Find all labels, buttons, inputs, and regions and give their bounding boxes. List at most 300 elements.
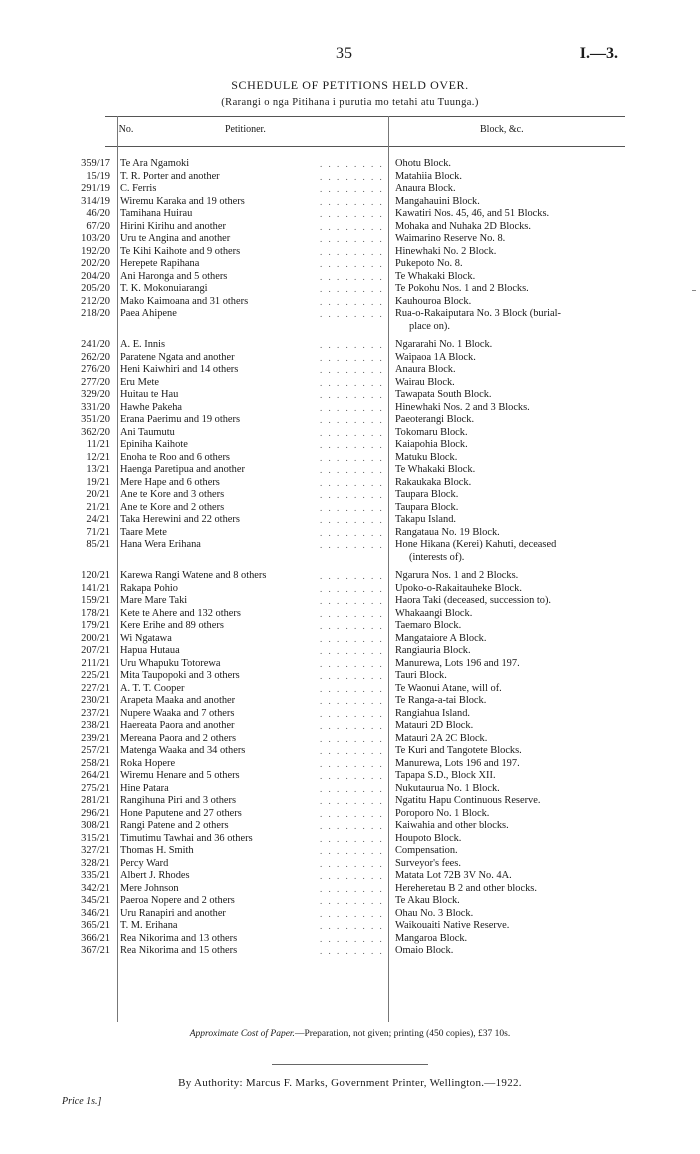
petitioner-name: Haereata Paora and another bbox=[120, 720, 235, 731]
table-row bbox=[0, 820, 700, 833]
petition-number: 237/21 bbox=[81, 707, 110, 719]
table-row bbox=[0, 683, 700, 696]
block-description bbox=[395, 908, 640, 921]
table-row bbox=[0, 171, 700, 184]
petition-number: 275/21 bbox=[81, 782, 110, 794]
petition-number: 227/21 bbox=[81, 682, 110, 694]
petition-number: 346/21 bbox=[81, 907, 110, 919]
table-row bbox=[0, 570, 700, 583]
table-row bbox=[0, 708, 700, 721]
table-row bbox=[0, 271, 700, 284]
block-description bbox=[395, 658, 640, 671]
petitioner-name: Hine Patara bbox=[120, 782, 169, 794]
block-text: Tokomaru Block. bbox=[395, 426, 468, 438]
petition-number: 308/21 bbox=[81, 820, 110, 831]
petition-number: 71/21 bbox=[86, 526, 110, 538]
petitioner-name: Uru Ranapiri and another bbox=[120, 907, 226, 919]
petitioner-name: Thomas H. Smith bbox=[120, 845, 194, 856]
block-text-continuation: place on). bbox=[409, 320, 450, 332]
petitioner-name: Te Kihi Kaihote and 9 others bbox=[120, 245, 241, 257]
schedule-subtitle: (Rarangi o nga Pitihana i purutia mo tetahi atu Tuunga.) bbox=[221, 97, 479, 108]
block-text: Matahiia Block. bbox=[395, 170, 462, 182]
block-text: Waimarino Reserve No. 8. bbox=[395, 233, 506, 244]
petitioner-name: Hapua Hutaua bbox=[120, 645, 180, 656]
table-row bbox=[0, 783, 700, 796]
table-row bbox=[0, 158, 700, 171]
block-description bbox=[395, 608, 640, 621]
petitioner-name: Rangi Patene and 2 others bbox=[120, 820, 229, 831]
block-description bbox=[395, 427, 640, 440]
petitioner-name: Paea Ahipene bbox=[120, 308, 177, 319]
table-row bbox=[0, 464, 700, 477]
petitioner-name: Mako Kaimoana and 31 others bbox=[120, 295, 249, 307]
block-text: Matauri 2D Block. bbox=[395, 720, 474, 731]
block-text: Ngarura Nos. 1 and 2 Blocks. bbox=[395, 570, 519, 581]
block-description bbox=[395, 583, 640, 596]
block-description bbox=[395, 920, 640, 933]
block-text: Hinewhaki No. 2 Block. bbox=[395, 245, 497, 257]
petition-number: 13/21 bbox=[86, 464, 110, 475]
block-text: Mangaroa Block. bbox=[395, 932, 468, 944]
petition-number: 277/20 bbox=[81, 376, 110, 388]
table-row bbox=[0, 795, 700, 808]
block-text: Te Kuri and Tangotete Blocks. bbox=[395, 745, 522, 756]
block-text: Kaiwahia and other blocks. bbox=[395, 820, 509, 831]
block-description bbox=[395, 339, 640, 352]
block-description bbox=[395, 883, 640, 896]
table-row bbox=[0, 945, 700, 958]
block-text: Manurewa, Lots 196 and 197. bbox=[395, 657, 520, 669]
leader-dots: . . . . . . . . bbox=[320, 390, 384, 400]
petition-number: 20/21 bbox=[86, 489, 110, 500]
block-description bbox=[395, 820, 640, 833]
block-text: Ohotu Block. bbox=[395, 158, 451, 169]
table-row bbox=[0, 439, 700, 452]
cost-label: Approximate Cost of Paper. bbox=[189, 1029, 295, 1039]
block-description bbox=[395, 464, 640, 477]
block-text: Anaura Block. bbox=[395, 183, 456, 194]
leader-dots: . . . . . . . . bbox=[320, 783, 384, 794]
block-description bbox=[395, 271, 640, 284]
block-description bbox=[395, 783, 640, 796]
block-description bbox=[395, 183, 640, 196]
leader-dots: . . . . . . . . bbox=[320, 846, 384, 856]
petitioner-name: Heni Kaiwhiri and 14 others bbox=[120, 364, 239, 375]
leader-dots: . . . . . . . . bbox=[320, 871, 384, 881]
petitioner-name: A. E. Innis bbox=[120, 339, 166, 350]
block-description bbox=[395, 221, 640, 234]
leader-dots: . . . . . . . . bbox=[320, 633, 384, 644]
block-description bbox=[395, 733, 640, 746]
block-text: Te Waonui Atane, will of. bbox=[395, 682, 502, 694]
table-row bbox=[0, 477, 700, 490]
block-text: Ngatitu Hapu Continuous Reserve. bbox=[395, 795, 541, 806]
table-row bbox=[0, 620, 700, 633]
petitioner-name: Erana Paerimu and 19 others bbox=[120, 414, 241, 425]
leader-dots: . . . . . . . . bbox=[320, 296, 384, 307]
block-text: Matauri 2A 2C Block. bbox=[395, 732, 488, 744]
petitioner-name: Ane te Kore and 3 others bbox=[120, 489, 225, 500]
leader-dots: . . . . . . . . bbox=[320, 671, 384, 681]
petition-number: 262/20 bbox=[81, 351, 110, 363]
petitioner-name: Taka Herewini and 22 others bbox=[120, 514, 240, 525]
block-text: Matuku Block. bbox=[395, 451, 458, 463]
petition-number: 257/21 bbox=[81, 745, 110, 756]
block-text: Poroporo No. 1 Block. bbox=[395, 807, 490, 819]
leader-dots: . . . . . . . . bbox=[320, 821, 384, 831]
printer-authority: By Authority: Marcus F. Marks, Government Printer, Wellington.—1922. bbox=[178, 1077, 522, 1089]
block-description bbox=[395, 233, 640, 246]
leader-dots: . . . . . . . . bbox=[320, 833, 384, 844]
petitioner-name: Taare Mete bbox=[120, 526, 167, 538]
block-text: Taemaro Block. bbox=[395, 620, 462, 631]
leader-dots: . . . . . . . . bbox=[320, 221, 384, 232]
petition-number: 264/21 bbox=[81, 770, 110, 781]
block-description bbox=[395, 527, 640, 540]
table-row bbox=[0, 389, 700, 402]
petitioner-name: T. M. Erihana bbox=[120, 920, 178, 931]
petition-number: 11/21 bbox=[86, 439, 110, 450]
petition-number: 329/20 bbox=[81, 389, 110, 400]
block-text: Omaio Block. bbox=[395, 945, 454, 956]
block-text: Takapu Island. bbox=[395, 514, 457, 525]
table-row bbox=[0, 895, 700, 908]
block-text: Te Pokohu Nos. 1 and 2 Blocks. bbox=[395, 283, 529, 294]
petition-number: 238/21 bbox=[81, 720, 110, 731]
table-row bbox=[0, 745, 700, 758]
leader-dots: . . . . . . . . bbox=[320, 452, 384, 463]
block-text: Waipaoa 1A Block. bbox=[395, 351, 476, 363]
block-description bbox=[395, 296, 640, 309]
leader-dots: . . . . . . . . bbox=[320, 621, 384, 631]
petitioner-name: Albert J. Rhodes bbox=[120, 870, 190, 881]
margin-mark bbox=[692, 290, 696, 291]
petition-number: 258/21 bbox=[81, 757, 110, 769]
block-text: Waikouaiti Native Reserve. bbox=[395, 920, 510, 931]
petition-number: 314/19 bbox=[81, 195, 110, 207]
leader-dots: . . . . . . . . bbox=[320, 608, 384, 619]
leader-dots: . . . . . . . . bbox=[320, 583, 384, 594]
table-row bbox=[0, 221, 700, 234]
petitioner-name: T. R. Porter and another bbox=[120, 170, 220, 182]
petitioner-name: Rakapa Pohio bbox=[120, 582, 179, 594]
petition-number: 85/21 bbox=[86, 539, 110, 550]
petition-number: 218/20 bbox=[81, 308, 110, 319]
leader-dots: . . . . . . . . bbox=[320, 721, 384, 731]
table-row bbox=[0, 758, 700, 771]
block-description bbox=[395, 171, 640, 184]
block-description bbox=[395, 502, 640, 515]
block-description bbox=[395, 246, 640, 259]
petition-number: 192/20 bbox=[81, 245, 110, 257]
petitioner-name: Paeroa Nopere and 2 others bbox=[120, 895, 235, 906]
table-row bbox=[0, 670, 700, 683]
petitioner-name: Mere Johnson bbox=[120, 882, 179, 894]
petition-number: 365/21 bbox=[81, 920, 110, 931]
block-text: Manurewa, Lots 196 and 197. bbox=[395, 757, 520, 769]
petition-number: 230/21 bbox=[81, 695, 110, 706]
petition-number: 225/21 bbox=[81, 670, 110, 681]
petitioner-name: A. T. T. Cooper bbox=[120, 682, 185, 694]
block-text: Mangahauini Block. bbox=[395, 195, 480, 207]
leader-dots: . . . . . . . . bbox=[320, 284, 384, 294]
leader-dots: . . . . . . . . bbox=[320, 596, 384, 606]
leader-dots: . . . . . . . . bbox=[320, 196, 384, 207]
leader-dots: . . . . . . . . bbox=[320, 758, 384, 769]
block-text: Te Akau Block. bbox=[395, 895, 460, 906]
leader-dots: . . . . . . . . bbox=[320, 883, 384, 894]
header-bottom-rule bbox=[105, 146, 625, 147]
leader-dots: . . . . . . . . bbox=[320, 502, 384, 513]
block-description bbox=[395, 570, 640, 583]
petition-number: 141/21 bbox=[81, 582, 110, 594]
block-description bbox=[395, 352, 640, 365]
table-row bbox=[0, 183, 700, 196]
petitioner-name: Rangihuna Piri and 3 others bbox=[120, 795, 237, 806]
block-text: Upoko-o-Rakaitauheke Block. bbox=[395, 582, 522, 594]
block-description bbox=[395, 308, 640, 333]
petition-number: 315/21 bbox=[81, 832, 110, 844]
table-row bbox=[0, 196, 700, 209]
block-text: Matata Lot 72B 3V No. 4A. bbox=[395, 870, 512, 881]
table-top-rule bbox=[105, 116, 625, 117]
leader-dots: . . . . . . . . bbox=[320, 271, 384, 282]
petition-number: 281/21 bbox=[81, 795, 110, 806]
table-row bbox=[0, 608, 700, 621]
table-row bbox=[0, 514, 700, 527]
leader-dots: . . . . . . . . bbox=[320, 908, 384, 919]
petition-number: 67/20 bbox=[86, 220, 110, 232]
petitioner-name: Hawhe Pakeha bbox=[120, 401, 183, 413]
leader-dots: . . . . . . . . bbox=[320, 771, 384, 781]
petitioner-name: Mare Mare Taki bbox=[120, 595, 188, 606]
leader-dots: . . . . . . . . bbox=[320, 746, 384, 756]
petitioner-name: Mereana Paora and 2 others bbox=[120, 732, 236, 744]
petition-number: 331/20 bbox=[81, 401, 110, 413]
petitioner-name: Haenga Paretipua and another bbox=[120, 464, 245, 475]
leader-dots: . . . . . . . . bbox=[320, 427, 384, 438]
block-text: Ngararahi No. 1 Block. bbox=[395, 339, 493, 350]
table-row bbox=[0, 208, 700, 221]
petitioner-name: Rea Nikorima and 13 others bbox=[120, 932, 238, 944]
petitions-table bbox=[0, 158, 700, 958]
block-text: Kaiapohia Block. bbox=[395, 439, 468, 450]
petition-number: 366/21 bbox=[81, 932, 110, 944]
petition-number: 120/21 bbox=[81, 570, 110, 581]
petitioner-name: C. Ferris bbox=[120, 183, 157, 194]
leader-dots: . . . . . . . . bbox=[320, 309, 384, 319]
petition-number: 211/21 bbox=[81, 657, 110, 669]
block-text: Houpoto Block. bbox=[395, 832, 462, 844]
petition-number: 12/21 bbox=[86, 451, 110, 463]
block-text: Rakaukaka Block. bbox=[395, 476, 472, 488]
block-description bbox=[395, 633, 640, 646]
table-row bbox=[0, 489, 700, 502]
leader-dots: . . . . . . . . bbox=[320, 515, 384, 525]
petition-number: 19/21 bbox=[86, 476, 110, 488]
table-row bbox=[0, 339, 700, 352]
leader-dots: . . . . . . . . bbox=[320, 352, 384, 363]
table-row bbox=[0, 808, 700, 821]
block-description bbox=[395, 708, 640, 721]
table-row bbox=[0, 858, 700, 871]
leader-dots: . . . . . . . . bbox=[320, 571, 384, 581]
block-description bbox=[395, 595, 640, 608]
leader-dots: . . . . . . . . bbox=[320, 415, 384, 425]
block-text: Rangiauria Block. bbox=[395, 645, 471, 656]
petitioner-name: Arapeta Maaka and another bbox=[120, 695, 236, 706]
block-text: Te Ranga-a-tai Block. bbox=[395, 695, 487, 706]
petition-number: 15/19 bbox=[86, 170, 110, 182]
leader-dots: . . . . . . . . bbox=[320, 159, 384, 169]
petitioner-name: Rea Nikorima and 15 others bbox=[120, 945, 238, 956]
petitioner-name: Paratene Ngata and another bbox=[120, 351, 235, 363]
document-reference: I.—3. bbox=[579, 45, 618, 62]
block-description bbox=[395, 389, 640, 402]
block-text: Hereheretau B 2 and other blocks. bbox=[395, 882, 537, 894]
block-text: Nukutaurua No. 1 Block. bbox=[395, 782, 500, 794]
leader-dots: . . . . . . . . bbox=[320, 527, 384, 538]
block-description bbox=[395, 439, 640, 452]
leader-dots: . . . . . . . . bbox=[320, 683, 384, 694]
table-row bbox=[0, 933, 700, 946]
block-text: Tawapata South Block. bbox=[395, 389, 492, 400]
block-description bbox=[395, 770, 640, 783]
block-text: Whakaangi Block. bbox=[395, 607, 473, 619]
petition-number: 207/21 bbox=[81, 645, 110, 656]
block-text: Mangataiore A Block. bbox=[395, 632, 487, 644]
block-text: Wairau Block. bbox=[395, 376, 455, 388]
block-description bbox=[395, 258, 640, 271]
cost-footnote bbox=[0, 1029, 700, 1039]
leader-dots: . . . . . . . . bbox=[320, 340, 384, 350]
block-text: Paeoterangi Block. bbox=[395, 414, 475, 425]
block-text: Rangataua No. 19 Block. bbox=[395, 526, 500, 538]
table-row bbox=[0, 883, 700, 896]
block-description bbox=[395, 620, 640, 633]
leader-dots: . . . . . . . . bbox=[320, 646, 384, 656]
table-row bbox=[0, 283, 700, 296]
leader-dots: . . . . . . . . bbox=[320, 796, 384, 806]
petition-number: 328/21 bbox=[81, 857, 110, 869]
block-description bbox=[395, 452, 640, 465]
table-row bbox=[0, 502, 700, 515]
petitioner-name: Herepete Rapihana bbox=[120, 258, 200, 269]
block-description bbox=[395, 808, 640, 821]
table-row bbox=[0, 870, 700, 883]
block-text: Tapapa S.D., Block XII. bbox=[395, 770, 496, 781]
block-text: Taupara Block. bbox=[395, 489, 459, 500]
leader-dots: . . . . . . . . bbox=[320, 246, 384, 257]
petition-number: 239/21 bbox=[81, 732, 110, 744]
table-row bbox=[0, 427, 700, 440]
page-header bbox=[0, 45, 700, 65]
block-description bbox=[395, 283, 640, 296]
petition-number: 359/17 bbox=[81, 158, 110, 169]
petition-number: 179/21 bbox=[81, 620, 110, 631]
leader-dots: . . . . . . . . bbox=[320, 946, 384, 956]
block-description bbox=[395, 845, 640, 858]
block-text: Te Whakaki Block. bbox=[395, 464, 476, 475]
block-description bbox=[395, 670, 640, 683]
petition-number: 159/21 bbox=[81, 595, 110, 606]
petition-number: 345/21 bbox=[81, 895, 110, 906]
block-text: Mohaka and Nuhaka 2D Blocks. bbox=[395, 220, 531, 232]
petition-number: 204/20 bbox=[81, 270, 110, 282]
block-description bbox=[395, 489, 640, 502]
petitioner-name: Uru te Angina and another bbox=[120, 233, 231, 244]
petition-number: 24/21 bbox=[86, 514, 110, 525]
table-row bbox=[0, 658, 700, 671]
petition-number: 367/21 bbox=[81, 945, 110, 956]
block-description bbox=[395, 895, 640, 908]
block-description bbox=[395, 870, 640, 883]
petitioner-name: Ane te Kore and 2 others bbox=[120, 501, 225, 513]
table-row bbox=[0, 402, 700, 415]
petitioner-name: T. K. Mokonuiarangi bbox=[120, 283, 208, 294]
petition-number: 178/21 bbox=[81, 607, 110, 619]
price-note: Price 1s.] bbox=[62, 1096, 102, 1107]
petition-number: 21/21 bbox=[86, 501, 110, 513]
schedule-title: SCHEDULE OF PETITIONS HELD OVER. bbox=[231, 78, 469, 92]
table-row bbox=[0, 452, 700, 465]
petitioner-name: Roka Hopere bbox=[120, 757, 176, 769]
table-row bbox=[0, 258, 700, 271]
block-text-continuation: (interests of). bbox=[409, 551, 465, 563]
table-row bbox=[0, 364, 700, 377]
block-description bbox=[395, 364, 640, 377]
leader-dots: . . . . . . . . bbox=[320, 171, 384, 182]
block-description bbox=[395, 477, 640, 490]
table-row bbox=[0, 414, 700, 427]
block-description bbox=[395, 945, 640, 958]
table-row bbox=[0, 527, 700, 540]
petitioner-name: Kete te Ahere and 132 others bbox=[120, 607, 241, 619]
petitioner-name: Timutimu Tawhai and 36 others bbox=[120, 832, 253, 844]
table-row bbox=[0, 908, 700, 921]
block-description bbox=[395, 745, 640, 758]
petition-number: 200/21 bbox=[81, 632, 110, 644]
column-header-block: Block, &c. bbox=[480, 124, 524, 135]
petition-number: 342/21 bbox=[81, 882, 110, 894]
leader-dots: . . . . . . . . bbox=[320, 490, 384, 500]
leader-dots: . . . . . . . . bbox=[320, 733, 384, 744]
block-description bbox=[395, 858, 640, 871]
leader-dots: . . . . . . . . bbox=[320, 477, 384, 488]
leader-dots: . . . . . . . . bbox=[320, 377, 384, 388]
petitioner-name: Kere Erihe and 89 others bbox=[120, 620, 224, 631]
petition-number: 291/19 bbox=[81, 183, 110, 194]
block-text: Anaura Block. bbox=[395, 364, 456, 375]
block-text: Taupara Block. bbox=[395, 501, 459, 513]
table-row bbox=[0, 720, 700, 733]
block-text: Hinewhaki Nos. 2 and 3 Blocks. bbox=[395, 401, 530, 413]
leader-dots: . . . . . . . . bbox=[320, 540, 384, 550]
leader-dots: . . . . . . . . bbox=[320, 234, 384, 244]
petitioner-name: Wi Ngatawa bbox=[120, 632, 172, 644]
page-number: 35 bbox=[336, 45, 352, 62]
petitioner-name: Percy Ward bbox=[120, 857, 169, 869]
column-header-no: No. bbox=[118, 124, 134, 135]
column-header-petitioner: Petitioner. bbox=[225, 124, 266, 135]
petitioner-name: Huitau te Hau bbox=[120, 389, 179, 400]
leader-dots: . . . . . . . . bbox=[320, 440, 384, 450]
petitioner-name: Te Ara Ngamoki bbox=[120, 158, 190, 169]
leader-dots: . . . . . . . . bbox=[320, 708, 384, 719]
petitioner-name: Hirini Kirihu and another bbox=[120, 220, 226, 232]
block-text: Rua-o-Rakaiputara No. 3 Block (burial- bbox=[395, 308, 561, 319]
leader-dots: . . . . . . . . bbox=[320, 933, 384, 944]
